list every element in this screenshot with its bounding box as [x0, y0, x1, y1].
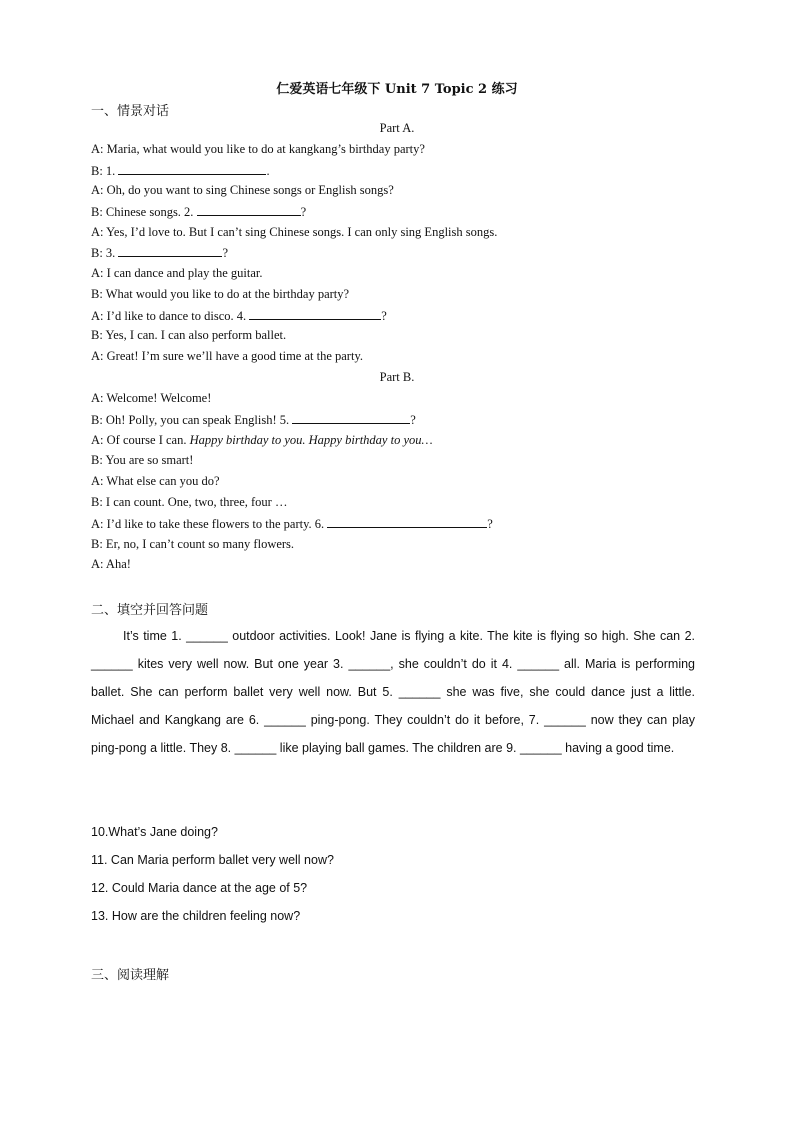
dialogue-line: A: Maria, what would you like to do at kangkang’s birthday party? — [91, 142, 425, 156]
dialogue-line: B: 3. ? — [91, 246, 228, 260]
cloze-text: It’s time 1. ______ outdoor activities. Look! Jane is flying a kite. The kite is flying so high. She can 2. ______ kites very well now. But one year 3. ______, she couldn’t do it 4. ______ all. Maria is performing ballet. She can perform ballet very well now. But 5. ______ she was five, she could dance just a little. Michael and Kangkang are 6. ______ ping-pong. They couldn’t do it before, 7. ______ now they can play ping-pong a little. They 8. ______ like playing ball games. The children are 9. ______ having a good time. — [91, 629, 695, 755]
dialogue-line: B: Yes, I can. I can also perform ballet. — [91, 328, 287, 342]
dialogue-line: B: 1. . — [91, 164, 270, 178]
answer-blank-1[interactable] — [118, 163, 266, 175]
question-13: 13. How are the children feeling now? — [91, 909, 301, 923]
dialogue-line: A: Yes, I’d love to. But I can’t sing Chinese songs. I can only sing English songs. — [91, 225, 498, 239]
dialogue-line: B: You are so smart! — [91, 453, 194, 467]
dialogue-line: A: Oh, do you want to sing Chinese songs or English songs? — [91, 183, 394, 197]
dialogue-line: B: Oh! Polly, you can speak English! 5. ? — [91, 413, 416, 427]
question-10: 10.What’s Jane doing? — [91, 825, 218, 839]
dialogue-line: B: What would you like to do at the birthday party? — [91, 287, 350, 301]
dialogue-line: A: Aha! — [91, 557, 131, 571]
dialogue-line: A: I’d like to dance to disco. 4. ? — [91, 309, 387, 323]
part-b-label: Part B. — [379, 370, 415, 384]
answer-blank-5[interactable] — [292, 412, 410, 424]
page-title: 仁爱英语七年级下 Unit 7 Topic 2 练习 — [276, 82, 518, 97]
dialogue-line: A: Welcome! Welcome! — [91, 391, 212, 405]
section2-heading: 二、填空并回答问题 — [91, 603, 209, 618]
dialogue-line: B: Er, no, I can’t count so many flowers. — [91, 537, 295, 551]
answer-blank-4[interactable] — [249, 308, 381, 320]
cloze-paragraph — [91, 622, 695, 762]
section3-heading: 三、阅读理解 — [91, 968, 170, 983]
section1-heading: 一、情景对话 — [91, 104, 170, 119]
answer-blank-6[interactable] — [327, 516, 487, 528]
dialogue-line: A: Great! I’m sure we’ll have a good time at the party. — [91, 349, 364, 363]
dialogue-line: A: I can dance and play the guitar. — [91, 266, 263, 280]
part-a-label: Part A. — [379, 121, 415, 135]
answer-blank-2[interactable] — [197, 204, 301, 216]
dialogue-line: B: Chinese songs. 2. ? — [91, 205, 307, 219]
question-12: 12. Could Maria dance at the age of 5? — [91, 881, 308, 895]
dialogue-line: B: I can count. One, two, three, four … — [91, 495, 288, 509]
dialogue-line: A: What else can you do? — [91, 474, 220, 488]
question-11: 11. Can Maria perform ballet very well now? — [91, 853, 334, 867]
answer-blank-3[interactable] — [118, 245, 222, 257]
dialogue-line: A: I’d like to take these flowers to the party. 6. ? — [91, 517, 493, 531]
dialogue-line: A: Of course I can. Happy birthday to you. Happy birthday to you… — [91, 433, 433, 447]
